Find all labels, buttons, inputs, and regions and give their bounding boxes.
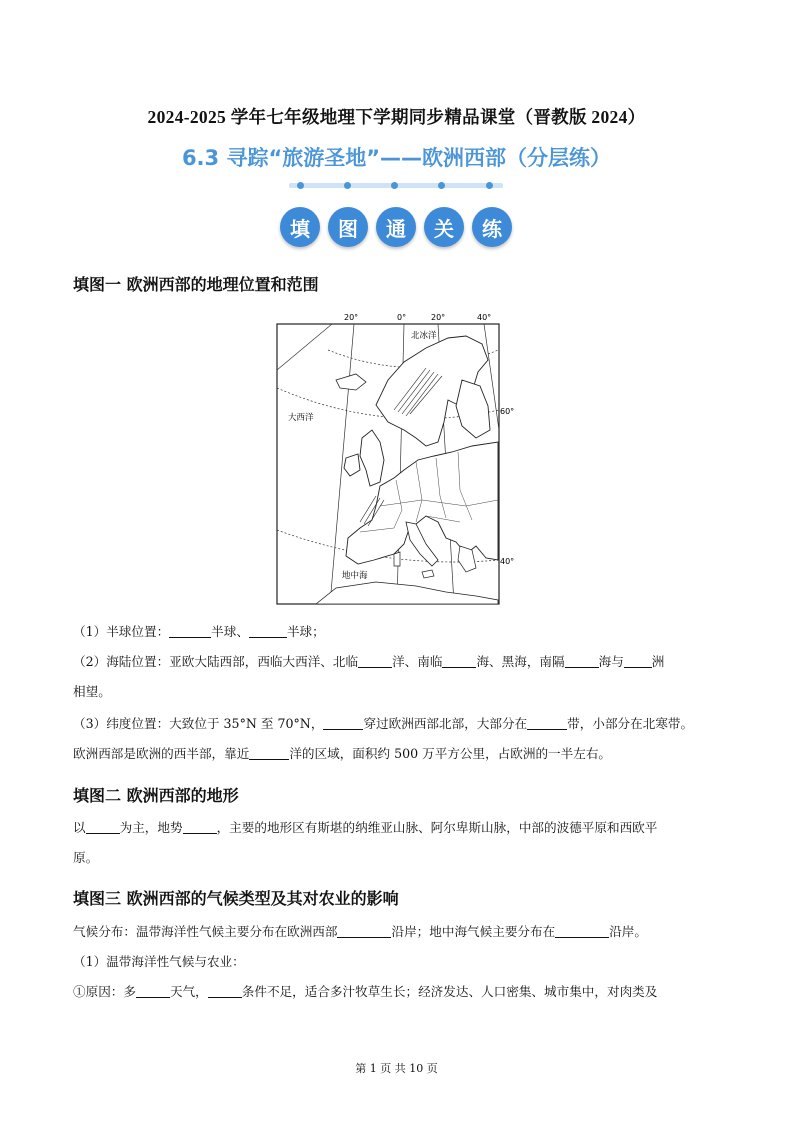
page-footer: 第 1 页 共 10 页 [355, 1062, 438, 1075]
answer-blank[interactable] [323, 716, 363, 730]
answer-blank[interactable] [527, 716, 567, 730]
answer-blank[interactable] [86, 820, 120, 834]
answer-blank[interactable] [136, 984, 170, 998]
divider-dot [438, 182, 445, 189]
divider-dot [344, 182, 351, 189]
answer-blank[interactable] [169, 624, 211, 638]
ocean-label: 大西洋 [288, 413, 314, 423]
answer-blank[interactable] [337, 924, 391, 938]
question-land-sea: （2）海陆位置：亚欧大陆西部，西临大西洋、北临 洋、南临 海、黑海，南隔 海与 洲 相望。 [73, 654, 665, 699]
answer-blank[interactable] [183, 820, 217, 834]
lesson-subtitle: 6.3 寻踪“旅游圣地”——欧洲西部（分层练） [181, 146, 612, 170]
question-terrain: 以 为主，地势 ，主要的地形区有斯堪的纳维亚山脉、阿尔卑斯山脉，中部的波德平原和西欧平 原。 [73, 820, 658, 865]
answer-blank[interactable] [208, 984, 242, 998]
lon-label: 0° [397, 313, 407, 322]
document-title: 2024-2025 学年七年级地理下学期同步精品课堂（晋教版 2024） [147, 107, 646, 127]
question-latitude: （3）纬度位置：大致位于 35°N 至 70°N， 穿过欧洲西部北部，大部分在 带，小部分在北寒带。 欧洲西部是欧洲的西半部，靠近 洋的区域，面积约 500 万平方公里，占欧洲的一半左右。 [73, 716, 694, 761]
badge-char: 练 [472, 207, 512, 247]
question-hemisphere: （1）半球位置： 半球、 半球； [73, 624, 325, 639]
lon-label: 20° [431, 313, 446, 322]
answer-blank[interactable] [249, 624, 287, 638]
ocean-label: 北冰洋 [411, 331, 437, 341]
badge-char: 关 [424, 207, 464, 247]
lat-label: 60° [500, 407, 515, 416]
lat-label: 40° [500, 557, 515, 566]
divider-dot [486, 182, 493, 189]
europe-west-map [276, 310, 515, 606]
section-heading-climate: 填图三 欧洲西部的气候类型及其对农业的影响 [73, 889, 399, 908]
sea-label: 地中海 [342, 571, 368, 581]
lon-label: 20° [344, 313, 359, 322]
badge-char: 图 [328, 207, 368, 247]
answer-blank[interactable] [555, 924, 609, 938]
question-climate: 气候分布：温带海洋性气候主要分布在欧洲西部 沿岸；地中海气候主要分布在 沿岸。 （1）温带海洋性气候与农业： ①原因：多 天气， 条件不足，适合多汁牧草生长；经济发达、人口密集、城市集中，对肉类及 [73, 924, 658, 999]
answer-blank[interactable] [624, 654, 652, 668]
answer-blank[interactable] [249, 746, 289, 760]
badge-char: 通 [376, 207, 416, 247]
answer-blank[interactable] [442, 654, 476, 668]
section-heading-terrain: 填图二 欧洲西部的地形 [73, 786, 239, 805]
answer-blank[interactable] [358, 654, 392, 668]
divider-dot [297, 182, 304, 189]
section-heading-location: 填图一 欧洲西部的地理位置和范围 [73, 275, 319, 294]
badge-char: 填 [280, 207, 320, 247]
section-badges [280, 207, 512, 249]
divider-dot [391, 182, 398, 189]
answer-blank[interactable] [565, 654, 599, 668]
lon-label: 40° [477, 313, 492, 322]
